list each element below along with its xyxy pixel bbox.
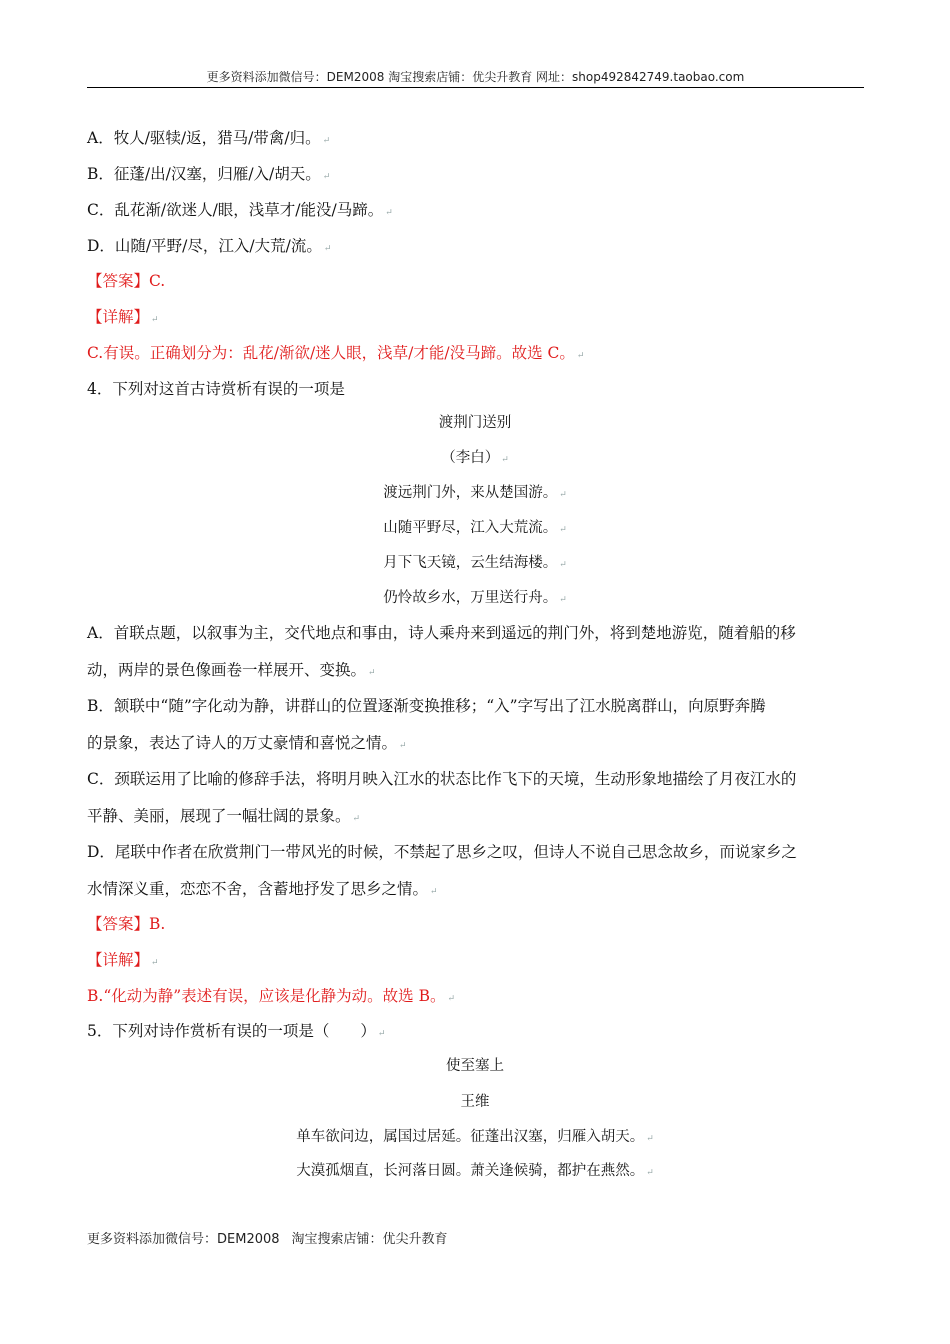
q5-poem-author: 王维 bbox=[460, 1094, 490, 1110]
q3-option-c: C．乱花渐/欲迷人/眼，浅草才/能没/马蹄。 ↵ bbox=[87, 201, 393, 219]
q5-poem-line: 大漠孤烟直，长河落日圆。萧关逢候骑，都护在燕然。 ↵ bbox=[296, 1163, 654, 1179]
q4-detail-label: 【详解】 ↵ bbox=[87, 951, 159, 969]
footer-wechat: 更多资料添加微信号：DEM2008 bbox=[87, 1232, 280, 1247]
page-footer bbox=[87, 1228, 448, 1247]
q4-detail-text: B.“化动为静”表述有误，应该是化静为动。故选 B。 ↵ bbox=[87, 987, 456, 1005]
q4-poem-line: 渡远荆门外，来从楚国游。 ↵ bbox=[383, 485, 567, 501]
q4-option-a-line1: A．首联点题，以叙事为主，交代地点和事由，诗人乘舟来到遥远的荆门外，将到楚地游览，随着船的移 bbox=[87, 624, 796, 642]
q4-poem-line: 山随平野尽，江入大荒流。 ↵ bbox=[383, 520, 567, 536]
q4-option-b-line2: 的景象，表达了诗人的万丈豪情和喜悦之情。 ↵ bbox=[87, 734, 407, 752]
q4-option-b-line1: B．颔联中“随”字化动为静，讲群山的位置逐渐变换推移；“入”字写出了江水脱离群山，向原野奔腾 bbox=[87, 697, 766, 715]
page-header: 更多资料添加微信号：DEM2008 淘宝搜索店铺：优尖升教育 网址：shop492842749.taobao.com bbox=[206, 70, 745, 84]
q4-option-a-line2: 动，两岸的景色像画卷一样展开、变换。 ↵ bbox=[87, 661, 376, 679]
q4-option-d-line2: 水情深义重，恋恋不舍，含蓄地抒发了思乡之情。 ↵ bbox=[87, 880, 438, 898]
footer-shop: 淘宝搜索店铺：优尖升教育 bbox=[291, 1232, 448, 1247]
q4-poem-line: 月下飞天镜，云生结海楼。 ↵ bbox=[383, 555, 567, 571]
q4-poem-line: 仍怜故乡水，万里送行舟。 ↵ bbox=[383, 590, 567, 606]
q3-detail-text: C.有误。正确划分为：乱花/渐欲/迷人眼，浅草/才能/没马蹄。故选 C。 ↵ bbox=[87, 344, 585, 362]
q3-detail-label: 【详解】 ↵ bbox=[87, 308, 159, 326]
q4-stem: 4．下列对这首古诗赏析有误的一项是 bbox=[87, 380, 345, 398]
q4-option-c-line2: 平静、美丽，展现了一幅壮阔的景象。 ↵ bbox=[87, 807, 361, 825]
q3-option-a: A．牧人/驱犊/返，猎马/带禽/归。 ↵ bbox=[87, 129, 331, 147]
q5-poem-title: 使至塞上 bbox=[446, 1058, 504, 1074]
q3-option-d: D．山随/平野/尽，江入/大荒/流。 ↵ bbox=[87, 237, 332, 255]
q4-option-d-line1: D．尾联中作者在欣赏荆门一带风光的时候，不禁起了思乡之叹，但诗人不说自己思念故乡，而说家乡之 bbox=[87, 843, 797, 861]
q4-answer: 【答案】B. bbox=[87, 915, 166, 933]
q5-stem: 5．下列对诗作赏析有误的一项是（ ） ↵ bbox=[87, 1022, 386, 1040]
q5-poem-line: 单车欲问边，属国过居延。征蓬出汉塞，归雁入胡天。 ↵ bbox=[296, 1129, 654, 1145]
header-divider bbox=[87, 87, 864, 88]
q3-answer: 【答案】C. bbox=[87, 272, 166, 290]
q4-option-c-line1: C．颈联运用了比喻的修辞手法，将明月映入江水的状态比作飞下的天境，生动形象地描绘了月夜江水的 bbox=[87, 770, 797, 788]
q4-poem-title: 渡荆门送别 bbox=[438, 415, 512, 431]
q4-poem-author: （李白） ↵ bbox=[441, 450, 509, 466]
q3-option-b: B．征蓬/出/汉塞，归雁/入/胡天。 ↵ bbox=[87, 165, 331, 183]
